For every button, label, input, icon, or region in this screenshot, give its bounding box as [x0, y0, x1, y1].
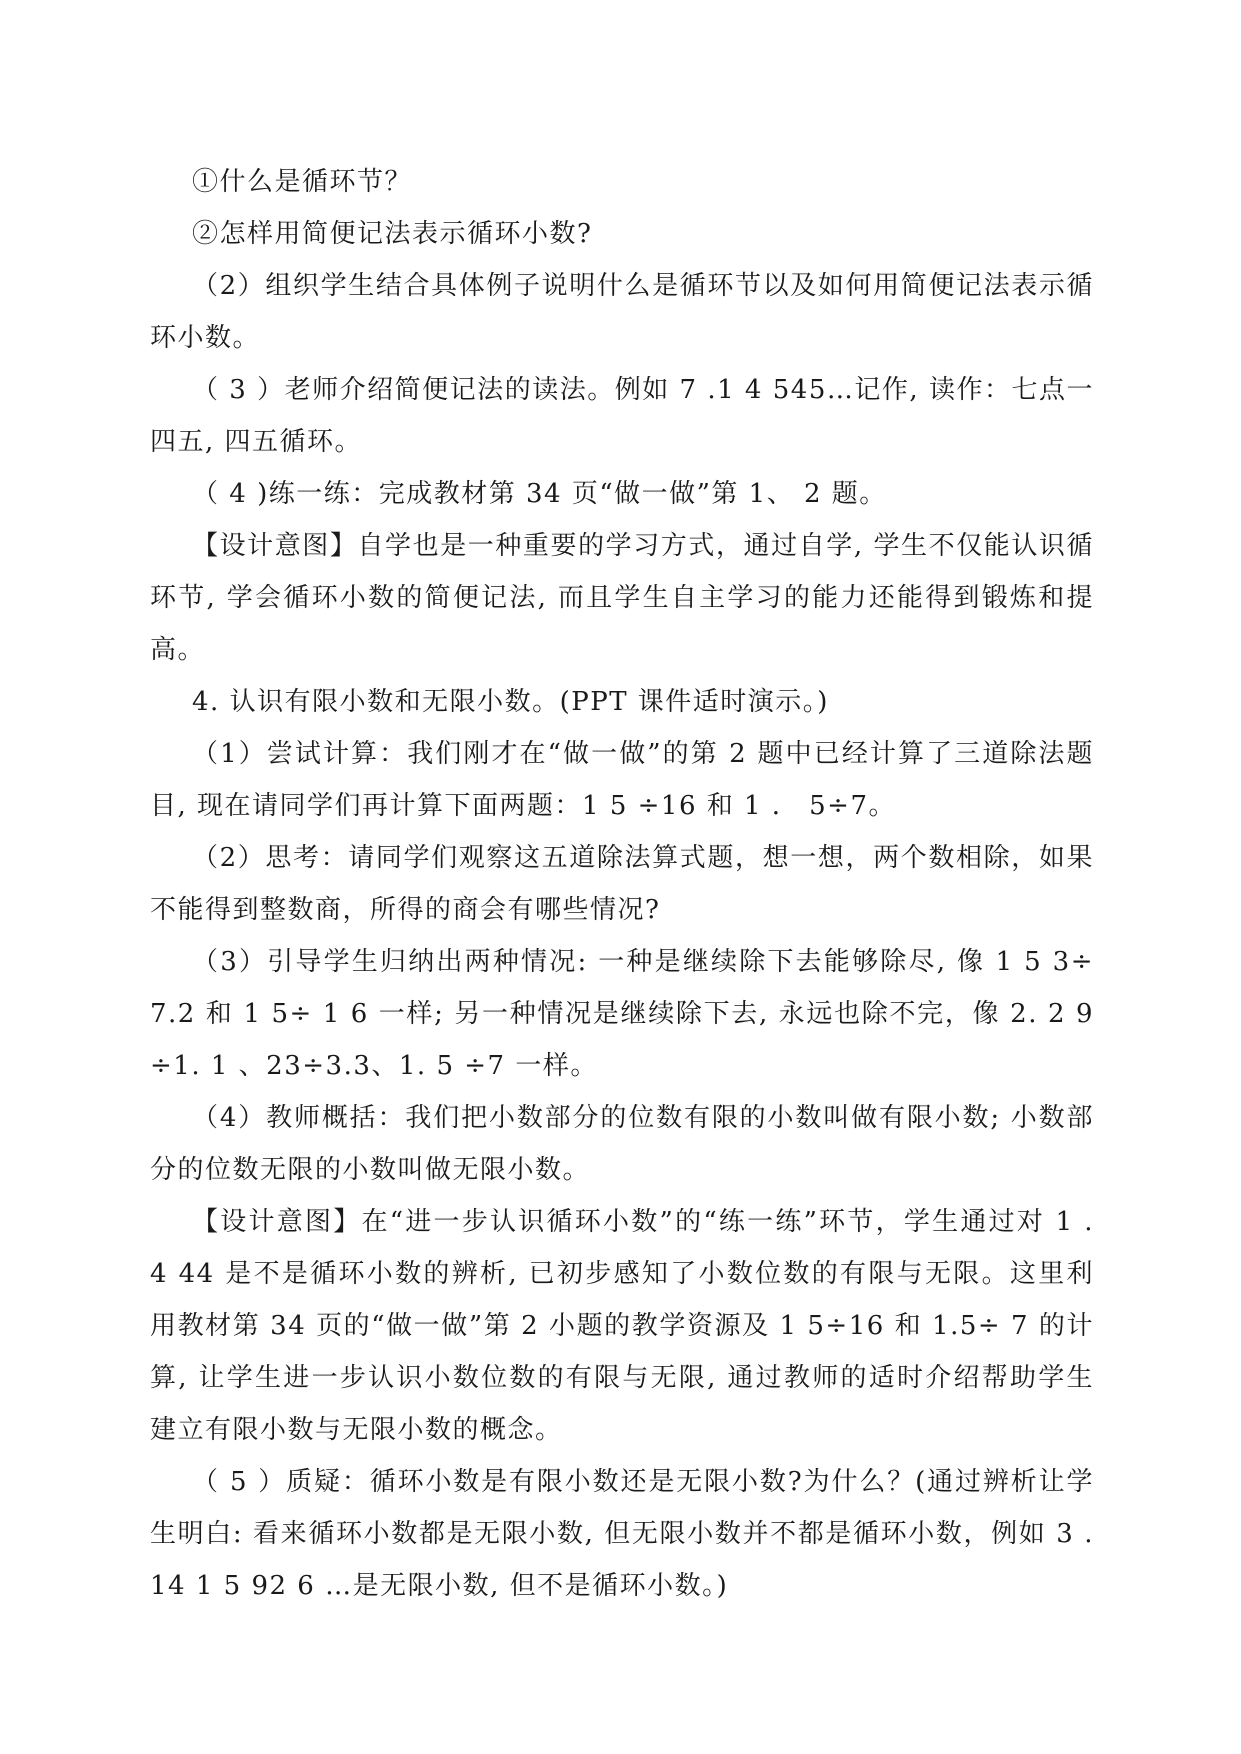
paragraph-try-calc: （1）尝试计算：我们刚才在“做一做”的第 2 题中已经计算了三道除法题目, 现在请同学们再计算下面两题：1 5 ÷16 和 1 ． 5÷7。 — [150, 739, 1094, 821]
paragraph-think: （2）思考：请同学们观察这五道除法算式题，想一想，两个数相除，如果不能得到整数商，所得的商会有哪些情况? — [150, 843, 1094, 925]
paragraph-question-1: ①什么是循环节？ — [192, 167, 413, 197]
paragraph-teacher-summary: （4）教师概括：我们把小数部分的位数有限的小数叫做有限小数; 小数部分的位数无限的小数叫做无限小数。 — [150, 1103, 1094, 1185]
paragraph-step-3: （ 3 ）老师介绍简便记法的读法。例如 7 .1 4 545…记作, 读作：七点一四五, 四五循环。 — [150, 375, 1094, 457]
paragraph-question-2: ②怎样用简便记法表示循环小数? — [192, 219, 593, 249]
paragraph-question-5: （ 5 ）质疑：循环小数是有限小数还是无限小数?为什么？(通过辨析让学生明白: 看来循环小数都是无限小数, 但无限小数并不都是循环小数，例如 3 .14 1 5 92 6 …是无限小数, 但不是循环小数。) — [150, 1467, 1094, 1601]
document-body — [150, 156, 1094, 1612]
paragraph-design-intent-1: 【设计意图】自学也是一种重要的学习方式，通过自学, 学生不仅能认识循环节, 学会循环小数的简便记法, 而且学生自主学习的能力还能得到锻炼和提高。 — [150, 531, 1094, 665]
paragraph-summarize: （3）引导学生归纳出两种情况: 一种是继续除下去能够除尽, 像 1 5 3÷7.2 和 1 5÷ 1 6 一样; 另一种情况是继续除下去, 永远也除不完，像 2. 2 9÷1. 1 、23÷3.3、1. 5 ÷7 一样。 — [150, 947, 1094, 1081]
paragraph-section-4: 4. 认识有限小数和无限小数。(PPT 课件适时演示。) — [192, 687, 829, 717]
paragraph-design-intent-2: 【设计意图】在“进一步认识循环小数”的“练一练”环节，学生通过对 1 . 4 44 是不是循环小数的辨析, 已初步感知了小数位数的有限与无限。这里利用教材第 34 页的“做一做”第 2 小题的教学资源及 1 5÷16 和 1.5÷ 7 的计算, 让学生进一步认识小数位数的有限与无限, 通过教师的适时介绍帮助学生建立有限小数与无限小数的概念。 — [150, 1207, 1094, 1445]
paragraph-step-4: （ 4 )练一练：完成教材第 34 页“做一做”第 1、 2 题。 — [192, 479, 887, 509]
paragraph-step-2: （2）组织学生结合具体例子说明什么是循环节以及如何用简便记法表示循环小数。 — [150, 271, 1094, 353]
